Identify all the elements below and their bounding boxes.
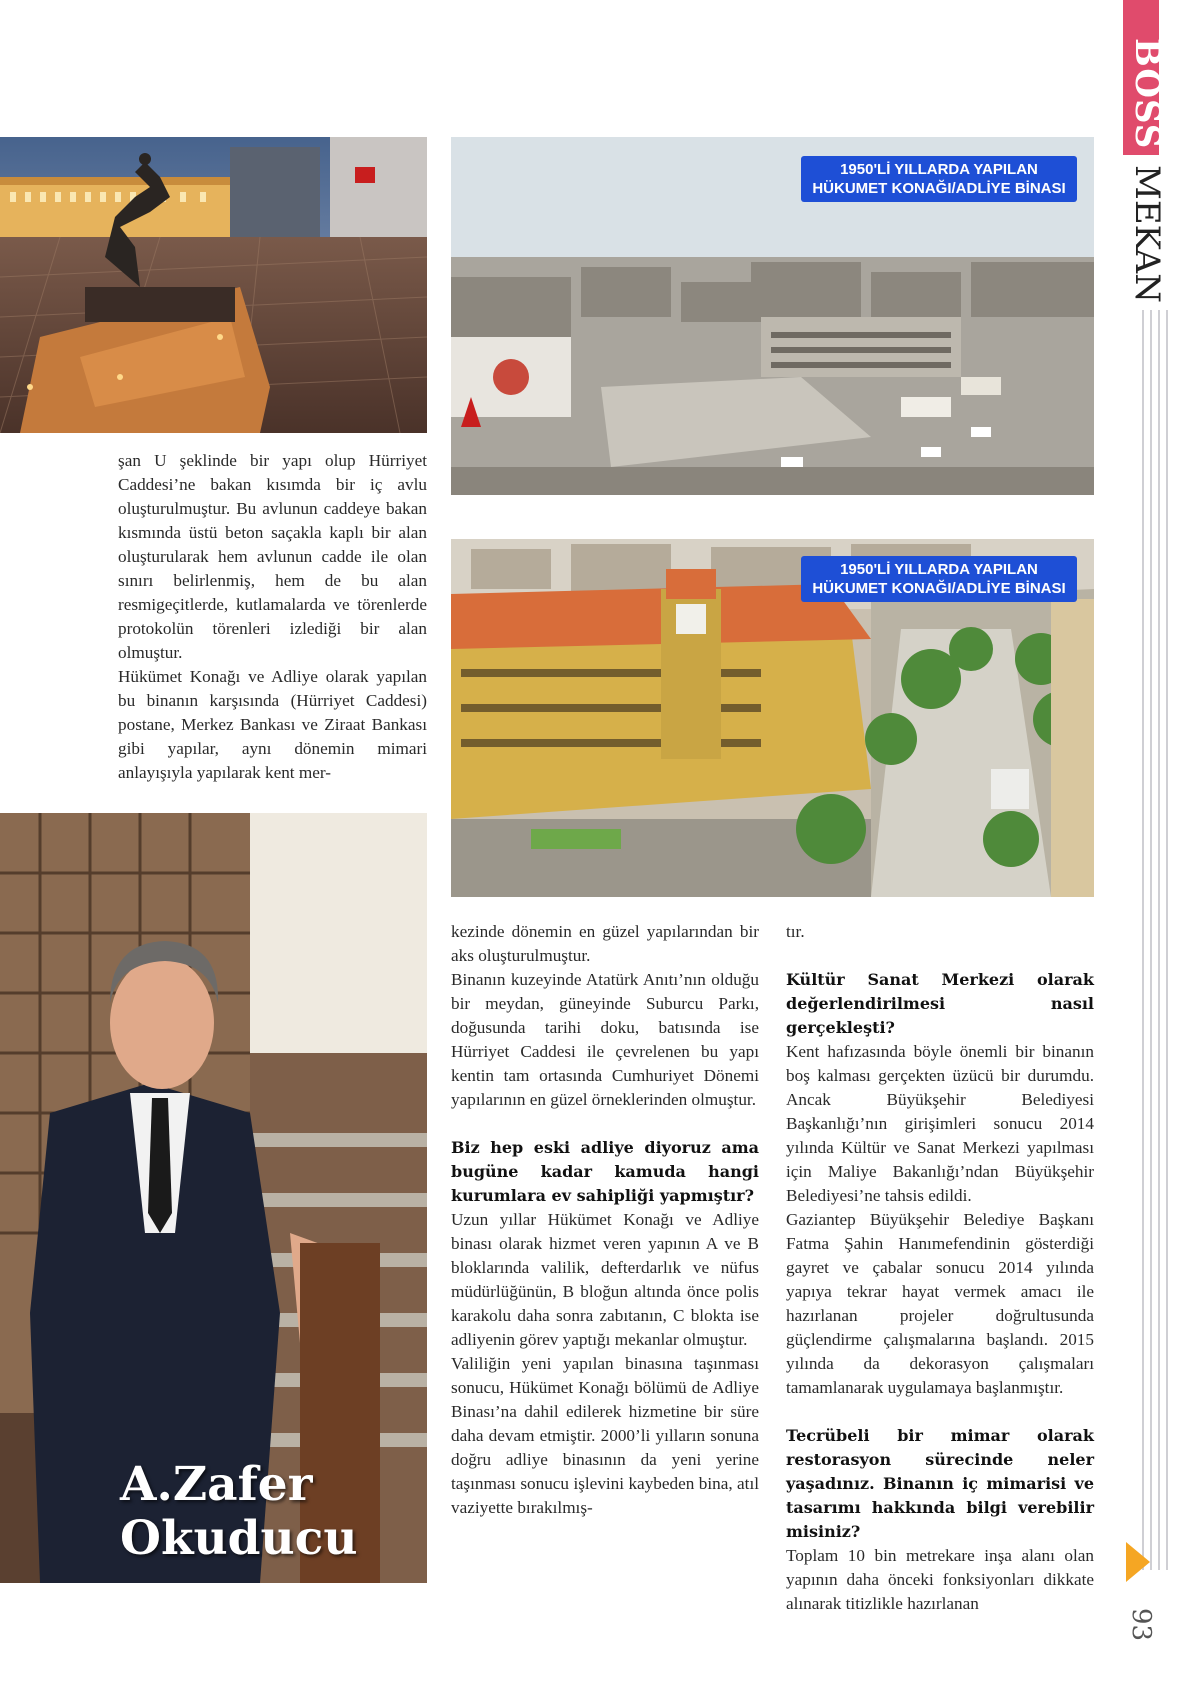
portrait-name <box>120 1458 358 1566</box>
paragraph: Binanın kuzeyinde Atatürk Anıtı’nın olduğu bir meydan, güneyinde Suburcu Parkı, doğusunda tarihi doku, batısında ise Hürriyet Caddesi ile çevrelenen bu yapı kentin tam ortasında Cumhuriyet Dönemi yapılarının en güzel örneklerinden olmuştur. <box>451 970 759 1109</box>
brand-label: BOSS <box>1127 38 1167 150</box>
caption-line: 1950'Lİ YILLARDA YAPILAN <box>840 561 1038 578</box>
paragraph: kezinde dönemin en güzel yapılarından bir aks oluşturulmuştur. <box>451 922 759 965</box>
caption-line: HÜKUMET KONAĞI/ADLİYE BİNASI <box>812 580 1066 597</box>
building-photo-caption <box>801 556 1077 602</box>
paragraph: Uzun yıllar Hükümet Konağı ve Adliye binası olarak hizmet veren yapının A ve B bloklarında valilik, defterdarlık ve nüfus müdürlüğünün, B bloğun altında önce polis karakolu daha sonra zabıtanın, C blokta ise adliyenin görev yaptığı mekanlar olmuştur. <box>451 1210 759 1349</box>
paragraph: Hükümet Konağı ve Adliye olarak yapılan bu binanın karşısında (Hürriyet Caddesi) postane, Merkez Bankası ve Ziraat Bankası gibi yapılar, aynı dönemin mimari anlayışıyla yapılarak kent mer- <box>118 667 427 782</box>
statue-square-photo <box>0 137 427 433</box>
sidebar-rule <box>1142 310 1144 1570</box>
paragraph: Gaziantep Büyükşehir Belediye Başkanı Fatma Şahin Hanımefendinin gösterdiği gayret ve çabalar sonucu 2014 yılında yapıya tekrar hayat vermek amacı ile hazırlanan projeler doğrultusunda güçlendirme çalışmalarına başlandı. 2015 yılında da dekorasyon çalışmaları tamamlanarak uygulamaya başlanmıştır. <box>786 1210 1094 1397</box>
caption-line: HÜKUMET KONAĞI/ADLİYE BİNASI <box>812 180 1066 197</box>
paragraph: şan U şeklinde bir yapı olup Hürriyet Caddesi’ne bakan kısımda bir iç avlu oluşturulmuştur. Bu avlunun caddeye bakan kısmında üstü beton saçakla kaplı bir alan oluşturularak hem avlunun cadde ile olan sınırı belirlenmiş, hem de bu alan resmigeçitlerde, kutlamalarda ve törenlerde protokolün törenleri izlediği bir alan olmuştur. <box>118 451 427 662</box>
paragraph: Kent hafızasında böyle önemli bir binanın boş kalması gerçekten üzücü bir durumdu. Ancak Büyükşehir Belediyesi Başkanlığı’nın girişimleri sonucu 2014 yılında Kültür ve Sanat Merkezi yapılması için Maliye Bakanlığı’ndan Büyükşehir Belediyesi’ne tahsis edildi. <box>786 1042 1094 1205</box>
article-column-1 <box>118 449 427 785</box>
sidebar-rule <box>1158 310 1160 1570</box>
section-label: MEKAN <box>1127 165 1167 303</box>
paragraph: Toplam 10 bin metrekare inşa alanı olan yapının daha önceki fonksiyonları dikkate alınarak titizlikle hazırlanan <box>786 1546 1094 1613</box>
article-column-3 <box>786 920 1094 1616</box>
sidebar-rule <box>1166 310 1168 1570</box>
article-column-2 <box>451 920 759 1520</box>
caption-line: 1950'Lİ YILLARDA YAPILAN <box>840 161 1038 178</box>
interview-question: Tecrübeli bir mimar olarak restorasyon sürecinde neler yaşadınız. Binanın iç mimarisi ve tasarımı hakkında bilgi verebilir misiniz? <box>786 1426 1094 1541</box>
name-line: Okuducu <box>120 1511 358 1566</box>
arrow-marker <box>1126 1542 1150 1582</box>
page-number: 93 <box>1126 1608 1156 1642</box>
aerial-photo-caption <box>801 156 1077 202</box>
interview-question: Biz hep eski adliye diyoruz ama bugüne kadar kamuda hangi kurumlara ev sahipliği yapmıştır? <box>451 1138 759 1205</box>
interview-question: Kültür Sanat Merkezi olarak değerlendirilmesi nasıl gerçekleşti? <box>786 970 1094 1037</box>
sidebar-rule <box>1150 310 1152 1570</box>
paragraph: tır. <box>786 922 805 941</box>
name-line: A.Zafer <box>120 1457 313 1512</box>
paragraph: Valiliğin yeni yapılan binasına taşınması sonucu, Hükümet Konağı bölümü de Adliye Binası’na dahil edilerek hizmetine bir süre daha devam etmiştir. 2000’li yılların sonuna doğru adliye binasının da yeni yerine taşınması sonucu işlevini kaybeden bina, atıl vaziyette bırakılmış- <box>451 1354 759 1517</box>
